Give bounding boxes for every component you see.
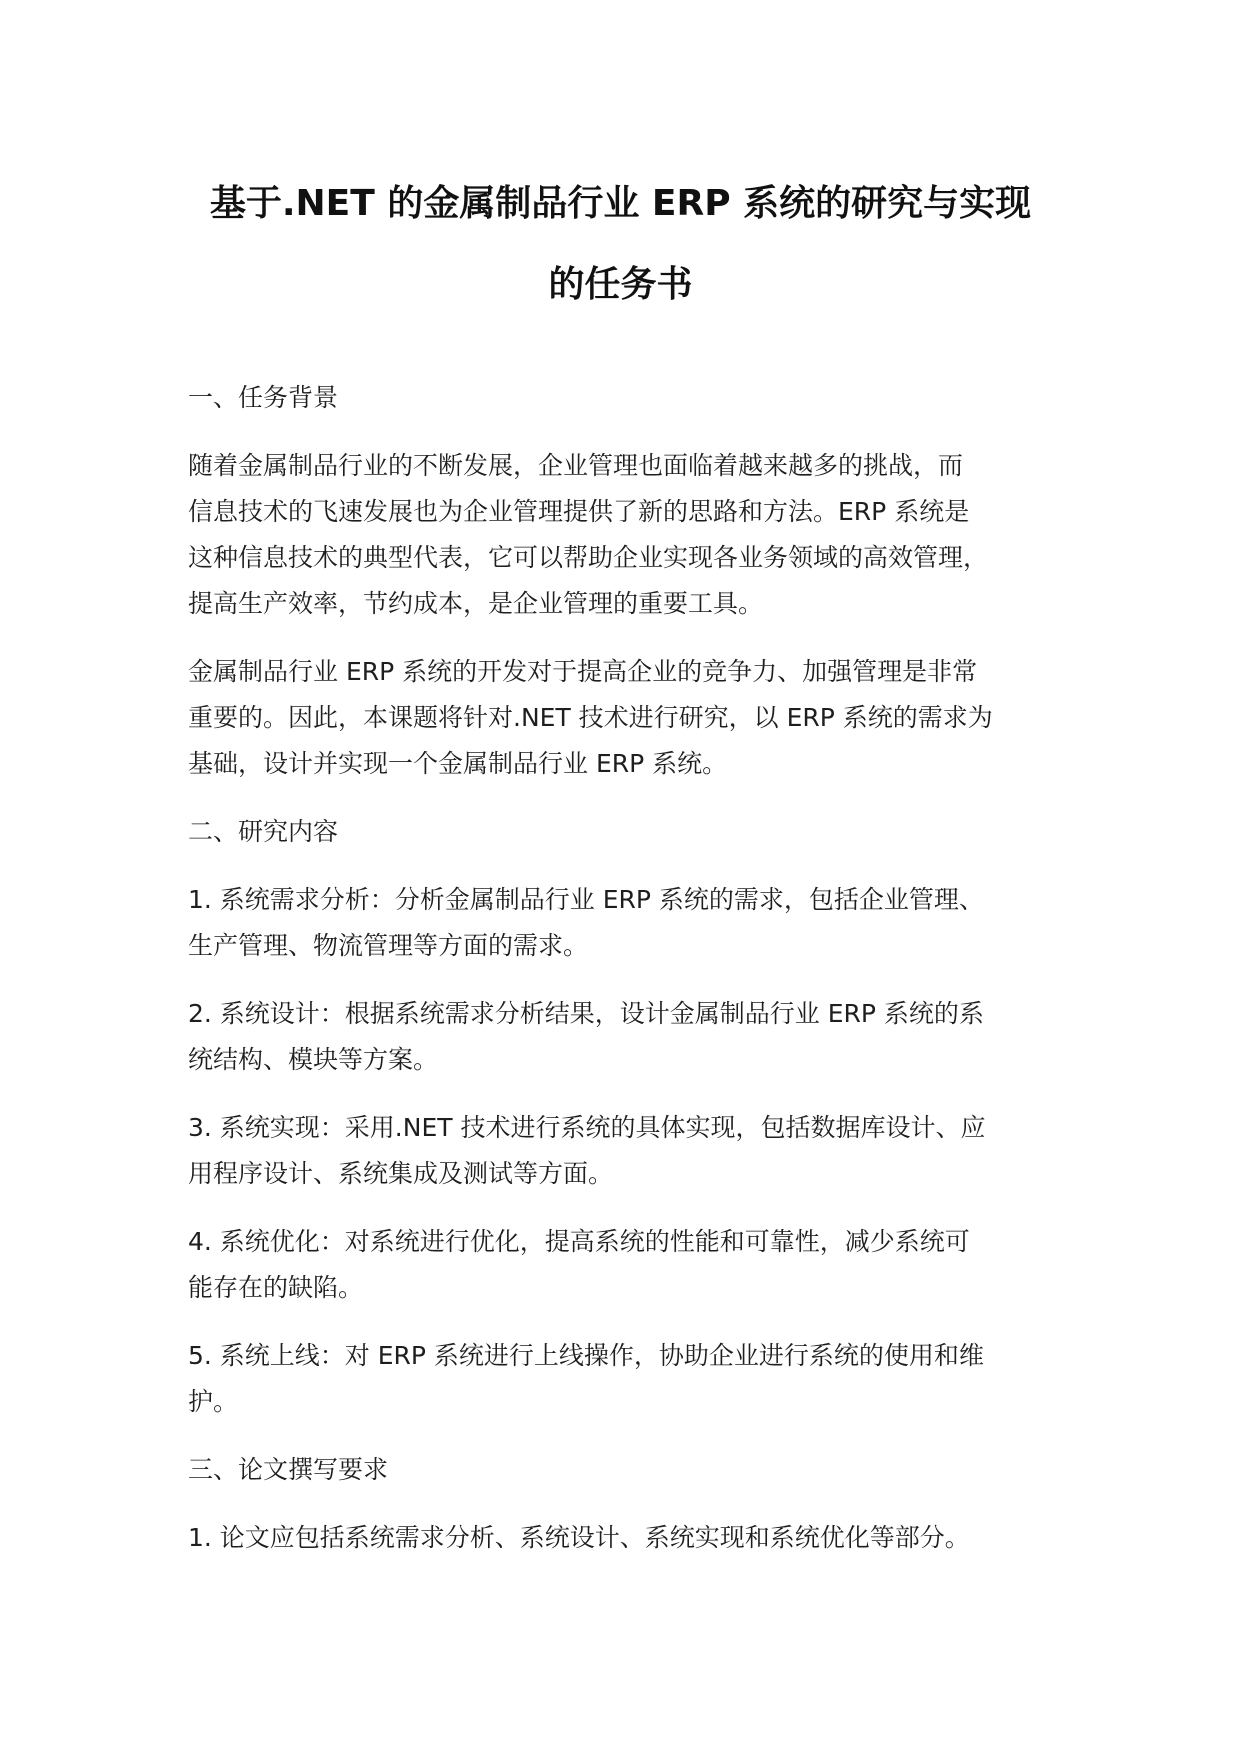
- list-item-research-2: [188, 991, 1068, 1083]
- text-line: 3. 系统实现：采用.NET 技术进行系统的具体实现，包括数据库设计、应: [188, 1113, 986, 1142]
- document-title-line-1: 基于.NET 的金属制品行业 ERP 系统的研究与实现: [209, 183, 1032, 224]
- list-item-research-5: [188, 1333, 1068, 1425]
- paragraph-background-1: [188, 443, 1068, 627]
- document-title-line-2: 的任务书: [548, 264, 693, 305]
- text-line: 生产管理、物流管理等方面的需求。: [188, 931, 589, 960]
- section-heading-research: 二、研究内容: [188, 817, 339, 846]
- section-heading-writing: 三、论文撰写要求: [188, 1455, 389, 1484]
- text-line: 1. 论文应包括系统需求分析、系统设计、系统实现和系统优化等部分。: [188, 1523, 970, 1552]
- text-line: 护。: [188, 1387, 239, 1416]
- paragraph-background-2: [188, 649, 1068, 787]
- text-line: 提高生产效率，节约成本，是企业管理的重要工具。: [188, 589, 764, 618]
- list-item-research-3: [188, 1105, 1068, 1197]
- text-line: 4. 系统优化：对系统进行优化，提高系统的性能和可靠性，减少系统可: [188, 1227, 970, 1256]
- text-line: 2. 系统设计：根据系统需求分析结果，设计金属制品行业 ERP 系统的系: [188, 999, 984, 1028]
- text-line: 1. 系统需求分析：分析金属制品行业 ERP 系统的需求，包括企业管理、: [188, 885, 984, 914]
- section-heading-background: 一、任务背景: [188, 383, 339, 412]
- text-line: 信息技术的飞速发展也为企业管理提供了新的思路和方法。ERP 系统是: [188, 497, 970, 526]
- document-body: [188, 375, 1068, 1583]
- text-line: 统结构、模块等方案。: [188, 1045, 439, 1074]
- list-item-research-4: [188, 1219, 1068, 1311]
- text-line: 随着金属制品行业的不断发展，企业管理也面临着越来越多的挑战，而: [188, 451, 964, 480]
- text-line: 重要的。因此，本课题将针对.NET 技术进行研究，以 ERP 系统的需求为: [188, 703, 993, 732]
- text-line: 能存在的缺陷。: [188, 1273, 364, 1302]
- text-line: 用程序设计、系统集成及测试等方面。: [188, 1159, 614, 1188]
- text-line: 5. 系统上线：对 ERP 系统进行上线操作，协助企业进行系统的使用和维: [188, 1341, 984, 1370]
- list-item-research-1: [188, 877, 1068, 969]
- text-line: 这种信息技术的典型代表，它可以帮助企业实现各业务领域的高效管理，: [188, 543, 989, 572]
- text-line: 金属制品行业 ERP 系统的开发对于提高企业的竞争力、加强管理是非常: [188, 657, 978, 686]
- text-line: 基础，设计并实现一个金属制品行业 ERP 系统。: [188, 749, 728, 778]
- list-item-writing-1: [188, 1515, 1068, 1561]
